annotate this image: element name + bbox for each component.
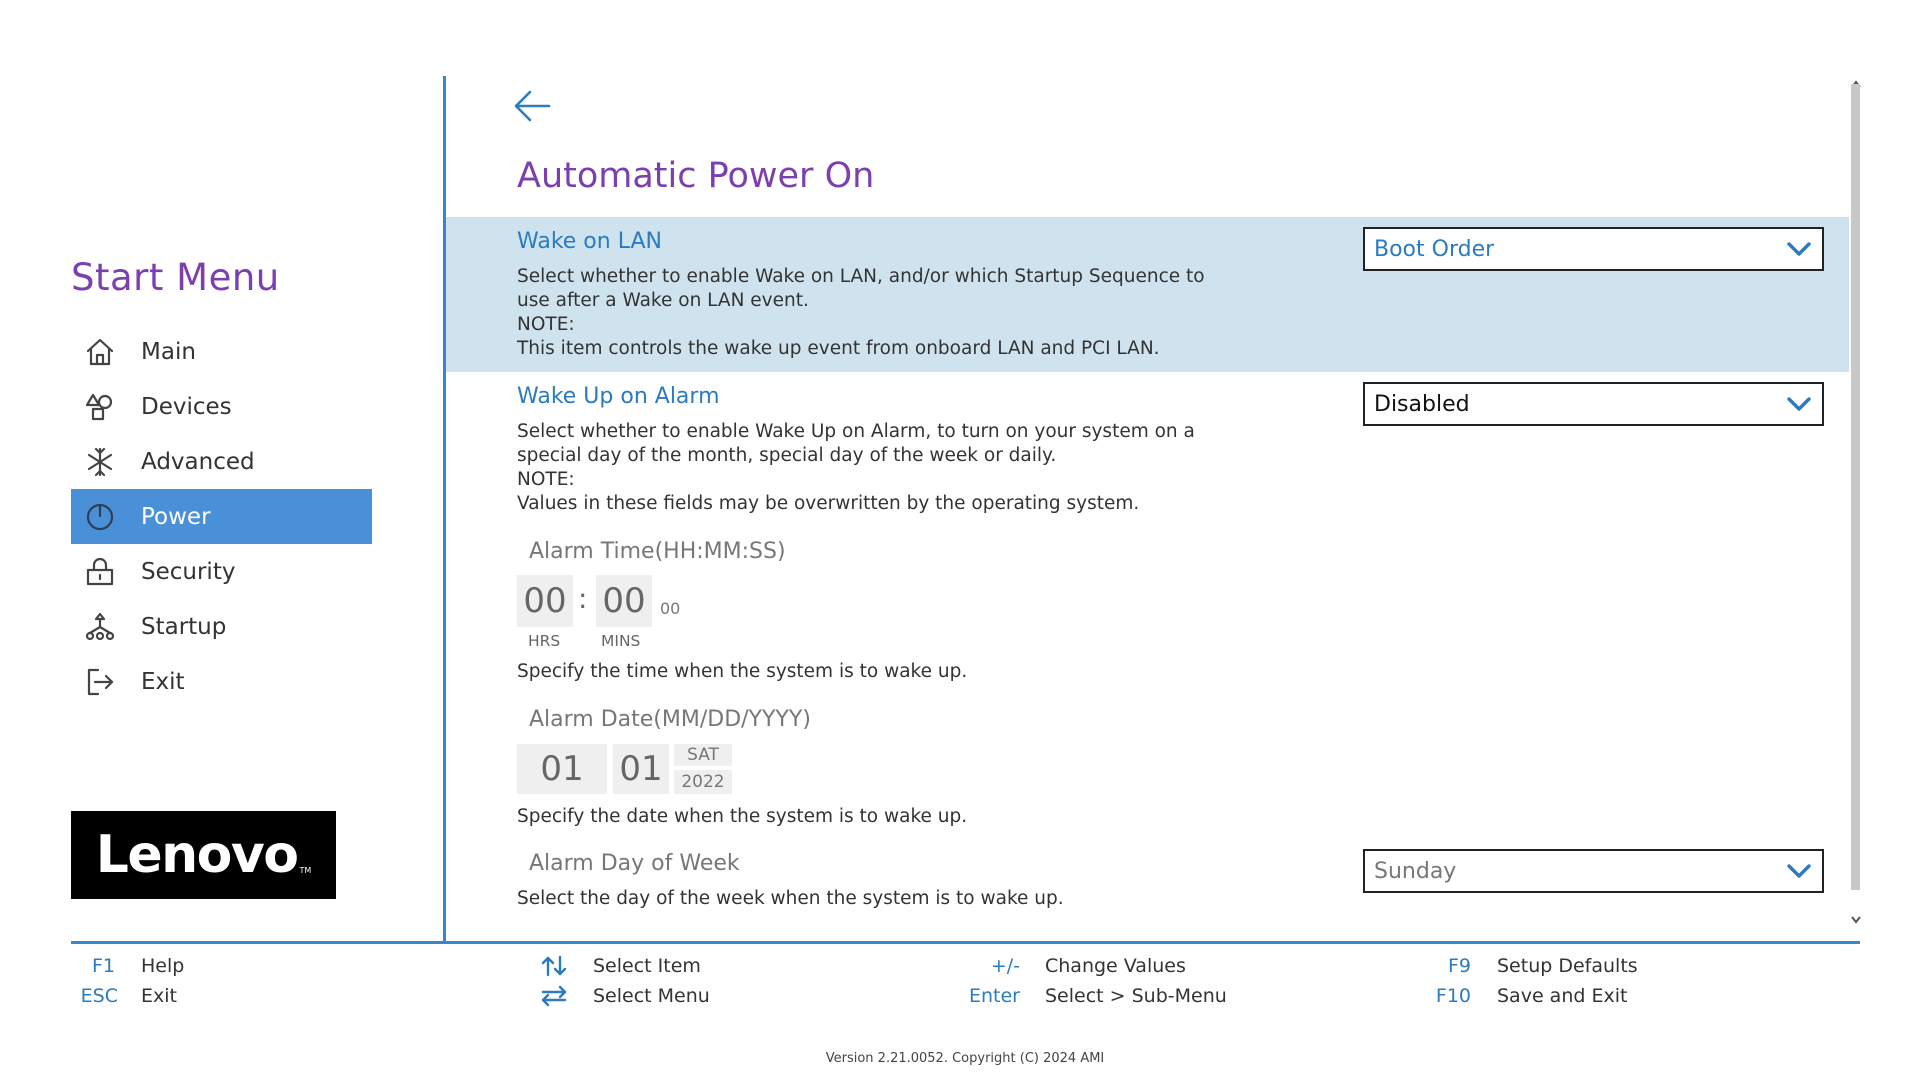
sidebar-item-startup[interactable] xyxy=(71,599,372,654)
sidebar-item-security[interactable] xyxy=(71,544,372,599)
sidebar-item-power[interactable] xyxy=(71,489,372,544)
start-menu-title: Start Menu xyxy=(71,256,280,299)
f1-help-label: Help xyxy=(141,955,185,977)
time-separator: : xyxy=(578,582,588,615)
plus-minus-key: +/- xyxy=(990,955,1020,977)
f10-key: F10 xyxy=(1435,985,1471,1007)
wake-up-on-alarm-value: Disabled xyxy=(1374,391,1470,417)
wake-on-lan-description: Select whether to enable Wake on LAN, and/or which Startup Sequence to use after a Wake on LAN event. NOTE: This item controls the wake up event from onboard LAN and PCI LAN. xyxy=(517,266,1205,359)
sidebar-item-label: Exit xyxy=(141,668,185,695)
sidebar-item-label: Startup xyxy=(141,613,227,640)
sidebar-item-label: Main xyxy=(141,338,196,365)
alarm-day-of-week-description: Select the day of the week when the system is to wake up. xyxy=(517,888,1064,909)
alarm-minutes-field: 00 xyxy=(596,575,652,627)
exit-icon xyxy=(83,665,117,699)
wake-up-on-alarm-description: Select whether to enable Wake Up on Alarm, to turn on your system on a special day of the month, special day of the week or daily. NOTE: Values in these fields may be overwritten by the operating system. xyxy=(517,421,1195,514)
sidebar-item-label: Advanced xyxy=(141,448,255,475)
devices-icon xyxy=(83,390,117,424)
lenovo-logo: Lenovo $_{TM}$ xyxy=(71,811,336,899)
alarm-weekday-label: SAT xyxy=(674,744,732,766)
power-icon xyxy=(83,500,117,534)
setup-defaults-label: Setup Defaults xyxy=(1497,955,1638,977)
wake-up-on-alarm-title: Wake Up on Alarm xyxy=(517,384,720,409)
sidebar-item-label: Devices xyxy=(141,393,232,420)
home-icon xyxy=(83,335,117,369)
wake-on-lan-value: Boot Order xyxy=(1374,236,1495,262)
scroll-up-button[interactable] xyxy=(1850,74,1862,84)
chevron-down-icon xyxy=(1786,239,1812,259)
f9-key: F9 xyxy=(1447,955,1471,977)
alarm-year-field: 2022 xyxy=(674,770,732,794)
back-button[interactable] xyxy=(513,88,553,124)
lock-icon xyxy=(83,555,117,589)
chevron-down-icon xyxy=(1786,394,1812,414)
page-title: Automatic Power On xyxy=(517,156,875,196)
wake-on-lan-title: Wake on LAN xyxy=(517,229,662,254)
up-down-arrows-icon xyxy=(540,955,568,977)
version-text: Version 2.21.0052. Copyright (C) 2024 AMI xyxy=(825,1051,1105,1066)
wake-up-on-alarm-dropdown[interactable] xyxy=(1363,382,1824,426)
alarm-hours-field: 00 xyxy=(517,575,573,627)
back-arrow-icon xyxy=(513,88,551,124)
enter-key: Enter xyxy=(969,985,1020,1007)
sidebar-item-label: Security xyxy=(141,558,236,585)
f1-key: F1 xyxy=(91,955,115,977)
startup-icon xyxy=(83,610,117,644)
alarm-day-of-week-value: Sunday xyxy=(1374,858,1457,884)
hours-label: HRS xyxy=(528,632,561,650)
alarm-time-description: Specify the time when the system is to wake up. xyxy=(517,661,968,682)
footer-divider xyxy=(71,941,1860,944)
chevron-down-icon xyxy=(1786,861,1812,881)
select-sub-menu-label: Select > Sub-Menu xyxy=(1045,985,1227,1007)
alarm-time-title: Alarm Time(HH:MM:SS) xyxy=(529,539,786,564)
select-menu-label: Select Menu xyxy=(593,985,710,1007)
change-values-label: Change Values xyxy=(1045,955,1186,977)
advanced-icon xyxy=(83,445,117,479)
alarm-day-of-week-title: Alarm Day of Week xyxy=(529,851,740,876)
select-item-label: Select Item xyxy=(593,955,701,977)
alarm-day-of-week-dropdown[interactable] xyxy=(1363,849,1824,893)
alarm-date-description: Specify the date when the system is to wake up. xyxy=(517,806,968,827)
minutes-label: MINS xyxy=(601,632,641,650)
sidebar-item-advanced[interactable] xyxy=(71,434,372,489)
sidebar-item-main[interactable] xyxy=(71,324,372,379)
esc-key: ESC xyxy=(80,985,118,1007)
sidebar xyxy=(0,0,445,942)
esc-exit-label: Exit xyxy=(141,985,177,1007)
wake-on-lan-dropdown[interactable] xyxy=(1363,227,1824,271)
alarm-seconds-field: 00 xyxy=(660,599,681,618)
save-and-exit-label: Save and Exit xyxy=(1497,985,1628,1007)
sidebar-item-exit[interactable] xyxy=(71,654,372,709)
alarm-month-field: 01 xyxy=(517,744,607,794)
sidebar-item-devices[interactable] xyxy=(71,379,372,434)
alarm-date-title: Alarm Date(MM/DD/YYYY) xyxy=(529,707,811,732)
chevron-down-icon xyxy=(1850,915,1862,925)
left-right-arrows-icon xyxy=(540,985,568,1007)
vertical-divider xyxy=(443,76,446,943)
alarm-day-field: 01 xyxy=(613,744,669,794)
scroll-down-button[interactable] xyxy=(1850,910,1862,920)
sidebar-item-label: Power xyxy=(141,503,211,530)
sidebar-menu xyxy=(71,324,372,709)
scrollbar-thumb[interactable] xyxy=(1851,84,1860,890)
